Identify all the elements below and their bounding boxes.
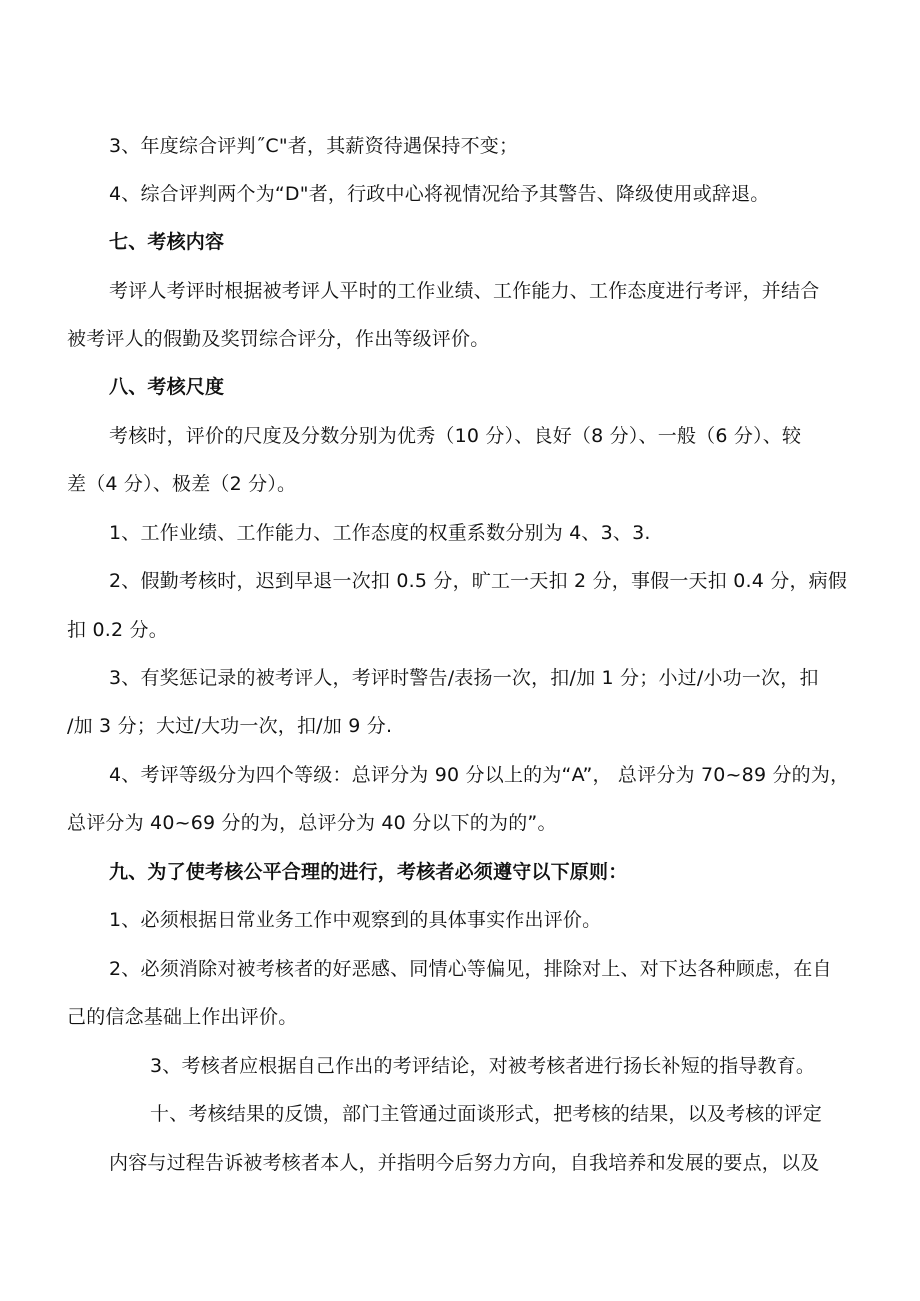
paragraph-line: 扣 0.2 分。 [67, 619, 168, 641]
paragraph-line: 1、必须根据日常业务工作中观察到的具体事实作出评价。 [109, 909, 602, 931]
paragraph-line: 3、考核者应根据自己作出的考评结论，对被考核者进行扬长补短的指导教育。 [150, 1055, 816, 1077]
paragraph-line: 差（4 分）、极差（2 分）。 [67, 473, 297, 495]
paragraph-line: 己的信念基础上作出评价。 [67, 1006, 298, 1028]
paragraph-line: 被考评人的假勤及奖罚综合评分，作出等级评价。 [67, 328, 490, 350]
paragraph-line: 3、有奖惩记录的被考评人，考评时警告/表扬一次，扣/加 1 分；小过/小功一次，扣 [109, 667, 819, 689]
section-heading: 八、考核尺度 [109, 376, 225, 398]
paragraph-line: 十、考核结果的反馈，部门主管通过面谈形式，把考核的结果，以及考核的评定 [150, 1103, 823, 1125]
paragraph-line: 考评人考评时根据被考评人平时的工作业绩、工作能力、工作态度进行考评，并结合 [109, 280, 820, 302]
paragraph-line: 4、综合评判两个为“D"者，行政中心将视情况给予其警告、降级使用或辞退。 [109, 183, 770, 205]
paragraph-line: 3、年度综合评判˝C"者，其薪资待遇保持不变； [109, 135, 519, 157]
paragraph-line: 考核时，评价的尺度及分数分别为优秀（10 分）、良好（8 分）、一般（6 分）、较 [109, 425, 802, 447]
paragraph-line: 4、考评等级分为四个等级：总评分为 90 分以上的为“A”， 总评分为 70~89 分的为， [109, 764, 850, 786]
paragraph-line: 总评分为 40~69 分的为，总评分为 40 分以下的为的”。 [67, 812, 557, 834]
section-heading: 七、考核内容 [109, 231, 225, 253]
paragraph-line: 2、必须消除对被考核者的好恶感、同情心等偏见，排除对上、对下达各种顾虑，在自 [109, 958, 832, 980]
paragraph-line: 1、工作业绩、工作能力、工作态度的权重系数分别为 4、3、3. [109, 522, 651, 544]
paragraph-line: /加 3 分；大过/大功一次，扣/加 9 分. [67, 715, 393, 737]
paragraph-line: 2、假勤考核时，迟到早退一次扣 0.5 分，旷工一天扣 2 分，事假一天扣 0.4 分，病假 [109, 570, 848, 592]
section-heading: 九、为了使考核公平合理的进行，考核者必须遵守以下原则： [109, 861, 628, 883]
paragraph-line: 内容与过程告诉被考核者本人，并指明今后努力方向，自我培养和发展的要点，以及 [109, 1152, 820, 1174]
